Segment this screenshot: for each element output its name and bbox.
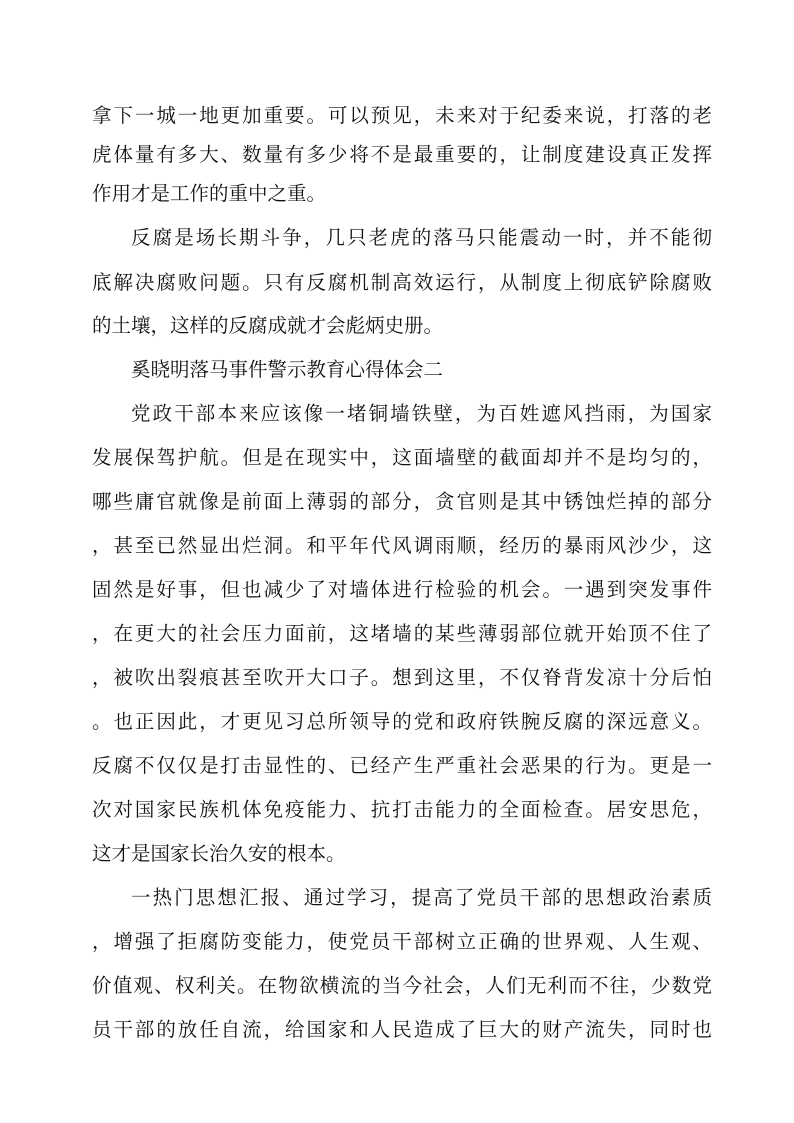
text-line: 员干部的放任自流，给国家和人民造成了巨大的财产流失，同时也 [92,1018,712,1041]
text-line: 反腐不仅仅是打击显性的、已经产生严重社会恶果的行为。更是一 [92,754,712,777]
text-line: 次对国家民族机体免疫能力、抗打击能力的全面检查。居安思危， [92,798,712,821]
text-line: 。也正因此，才更见习总所领导的党和政府铁腕反腐的深远意义。 [92,710,712,733]
text-line: 一热门思想汇报、通过学习，提高了党员干部的思想政治素质 [131,886,712,909]
text-line: 哪些庸官就像是前面上薄弱的部分，贪官则是其中锈蚀烂掉的部分 [92,490,712,513]
text-line: 党政干部本来应该像一堵铜墙铁壁，为百姓遮风挡雨，为国家 [131,402,712,425]
text-line: 底解决腐败问题。只有反腐机制高效运行，从制度上彻底铲除腐败 [92,271,712,294]
text-line: 固然是好事，但也减少了对墙体进行检验的机会。一遇到突发事件 [92,578,712,601]
text-line: 拿下一城一地更加重要。可以预见，未来对于纪委来说，打落的老 [92,104,712,127]
text-line: 作用才是工作的重中之重。 [92,182,327,205]
text-line: ，在更大的社会压力面前，这堵墙的某些薄弱部位就开始顶不住了 [92,622,712,645]
text-line: 的土壤，这样的反腐成就才会彪炳史册。 [92,314,444,337]
text-line: 发展保驾护航。但是在现实中，这面墙壁的截面却并不是均匀的， [92,446,712,469]
text-line: 反腐是场长期斗争，几只老虎的落马只能震动一时，并不能彻 [131,226,712,249]
text-line: ，增强了拒腐防变能力，使党员干部树立正确的世界观、人生观、 [92,930,712,953]
section-heading: 奚晓明落马事件警示教育心得体会二 [131,358,444,381]
text-line: 这才是国家长治久安的根本。 [92,842,346,865]
text-line: 虎体量有多大、数量有多少将不是最重要的，让制度建设真正发挥 [92,143,712,166]
text-line: ，被吹出裂痕甚至吹开大口子。想到这里，不仅脊背发凉十分后怕 [92,666,712,689]
text-line: 价值观、权利关。在物欲横流的当今社会，人们无利而不往，少数党 [92,974,712,997]
text-line: ，甚至已然显出烂洞。和平年代风调雨顺，经历的暴雨风沙少，这 [92,534,712,557]
